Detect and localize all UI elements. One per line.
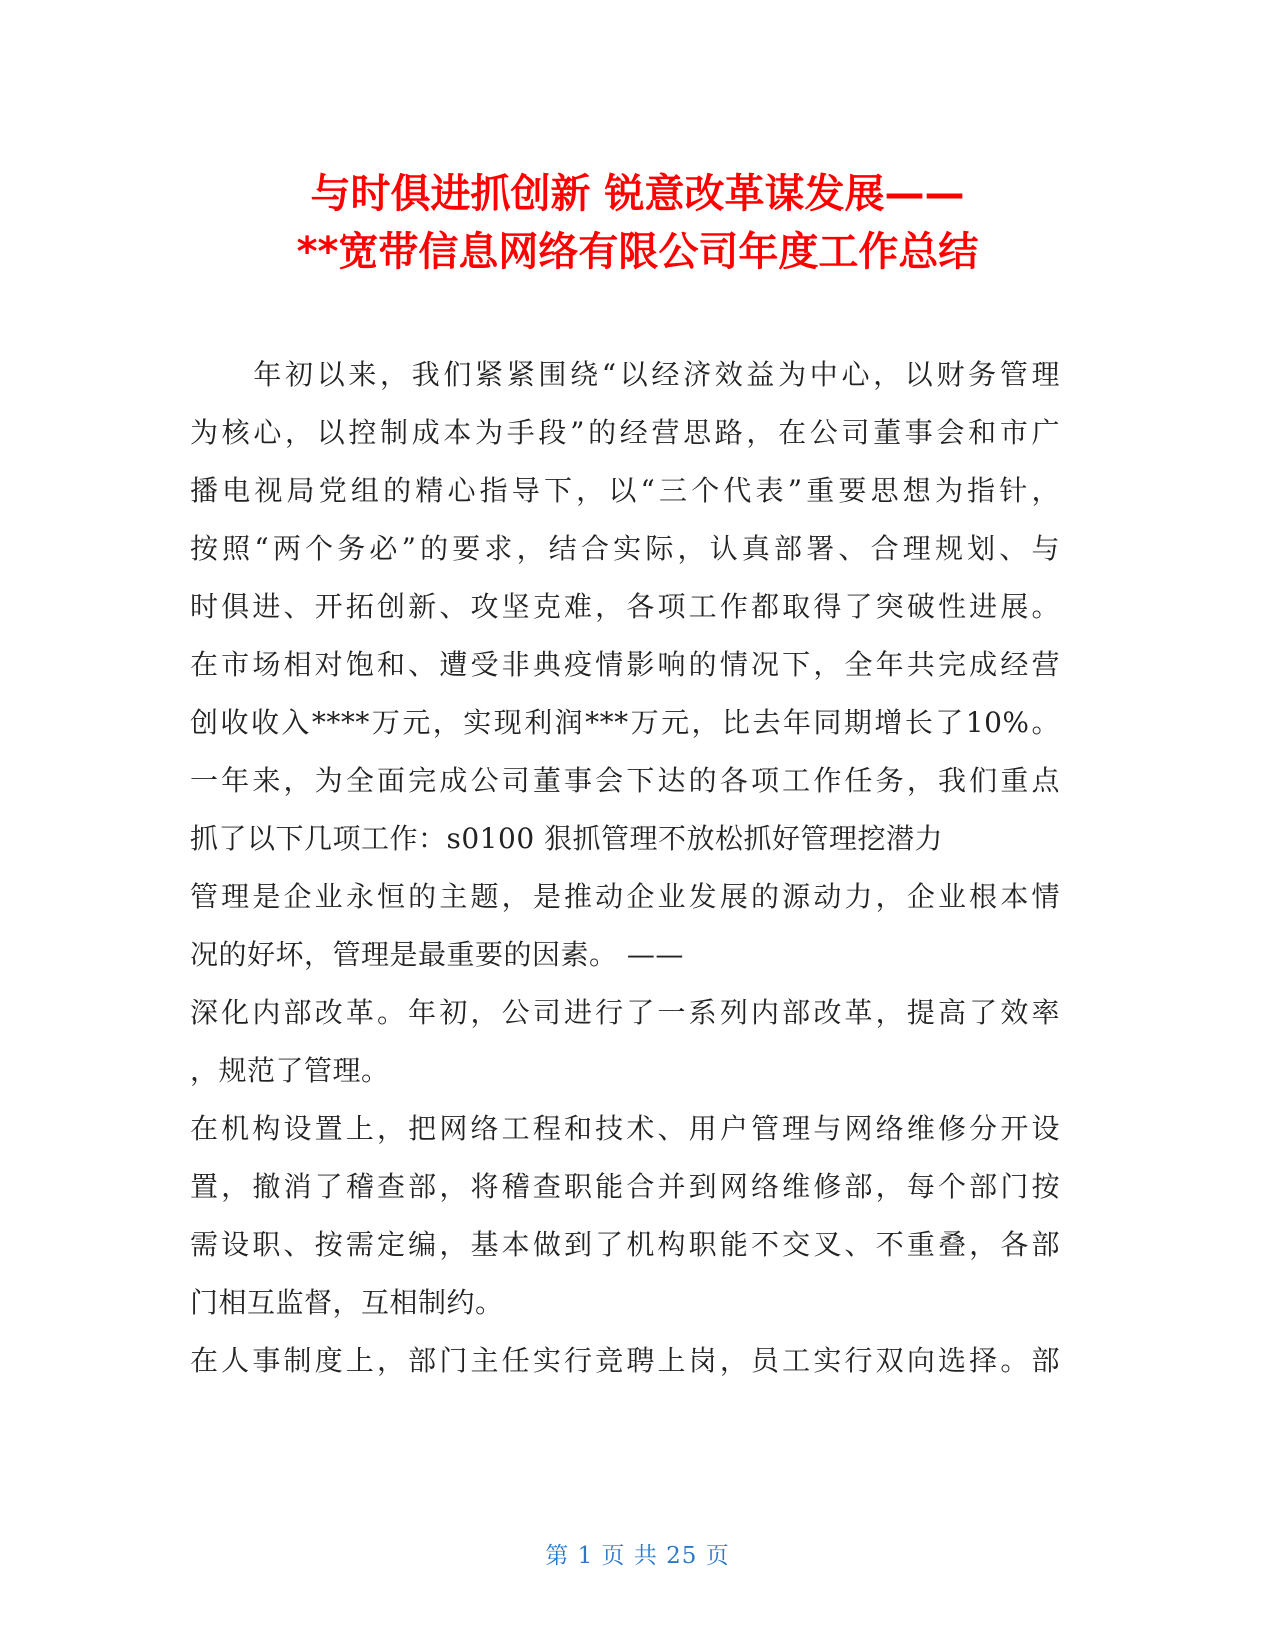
body-line: 按照“两个务必”的要求，结合实际，认真部署、合理规划、与 <box>190 532 1060 565</box>
body-line: 创收收入****万元，实现利润***万元，比去年同期增长了10%。 <box>190 706 1060 739</box>
body-line: 播电视局党组的精心指导下，以“三个代表”重要思想为指针， <box>190 474 1060 507</box>
body-line: ，规范了管理。 <box>190 1054 390 1087</box>
body-line: 况的好坏，管理是最重要的因素。 —— <box>190 938 684 971</box>
title-line-1: 与时俱进抓创新 锐意改革谋发展—— <box>310 171 965 217</box>
body-line: 抓了以下几项工作：s0100 狠抓管理不放松抓好管理挖潜力 <box>190 822 944 855</box>
page-number-footer: 第 1 页 共 25 页 <box>545 1543 730 1569</box>
body-line: 在机构设置上，把网络工程和技术、用户管理与网络维修分开设 <box>190 1112 1060 1145</box>
body-line: 门相互监督，互相制约。 <box>190 1286 504 1319</box>
body-line: 需设职、按需定编，基本做到了机构职能不交叉、不重叠，各部 <box>190 1228 1060 1261</box>
title-line-2: **宽带信息网络有限公司年度工作总结 <box>296 229 979 275</box>
body-line: 一年来，为全面完成公司董事会下达的各项工作任务，我们重点 <box>190 764 1060 797</box>
body-line: 在市场相对饱和、遭受非典疫情影响的情况下，全年共完成经营 <box>190 648 1060 681</box>
body-line: 管理是企业永恒的主题，是推动企业发展的源动力，企业根本情 <box>190 880 1060 913</box>
body-line: 时俱进、开拓创新、攻坚克难，各项工作都取得了突破性进展。 <box>190 590 1060 623</box>
body-line: 深化内部改革。年初，公司进行了一系列内部改革，提高了效率 <box>190 996 1060 1029</box>
body-line: 年初以来，我们紧紧围绕“以经济效益为中心，以财务管理 <box>190 358 1060 391</box>
body-line: 在人事制度上，部门主任实行竞聘上岗，员工实行双向选择。部 <box>190 1344 1060 1377</box>
body-line: 置，撤消了稽查部，将稽查职能合并到网络维修部，每个部门按 <box>190 1170 1060 1203</box>
body-line: 为核心，以控制成本为手段”的经营思路，在公司董事会和市广 <box>190 416 1060 449</box>
